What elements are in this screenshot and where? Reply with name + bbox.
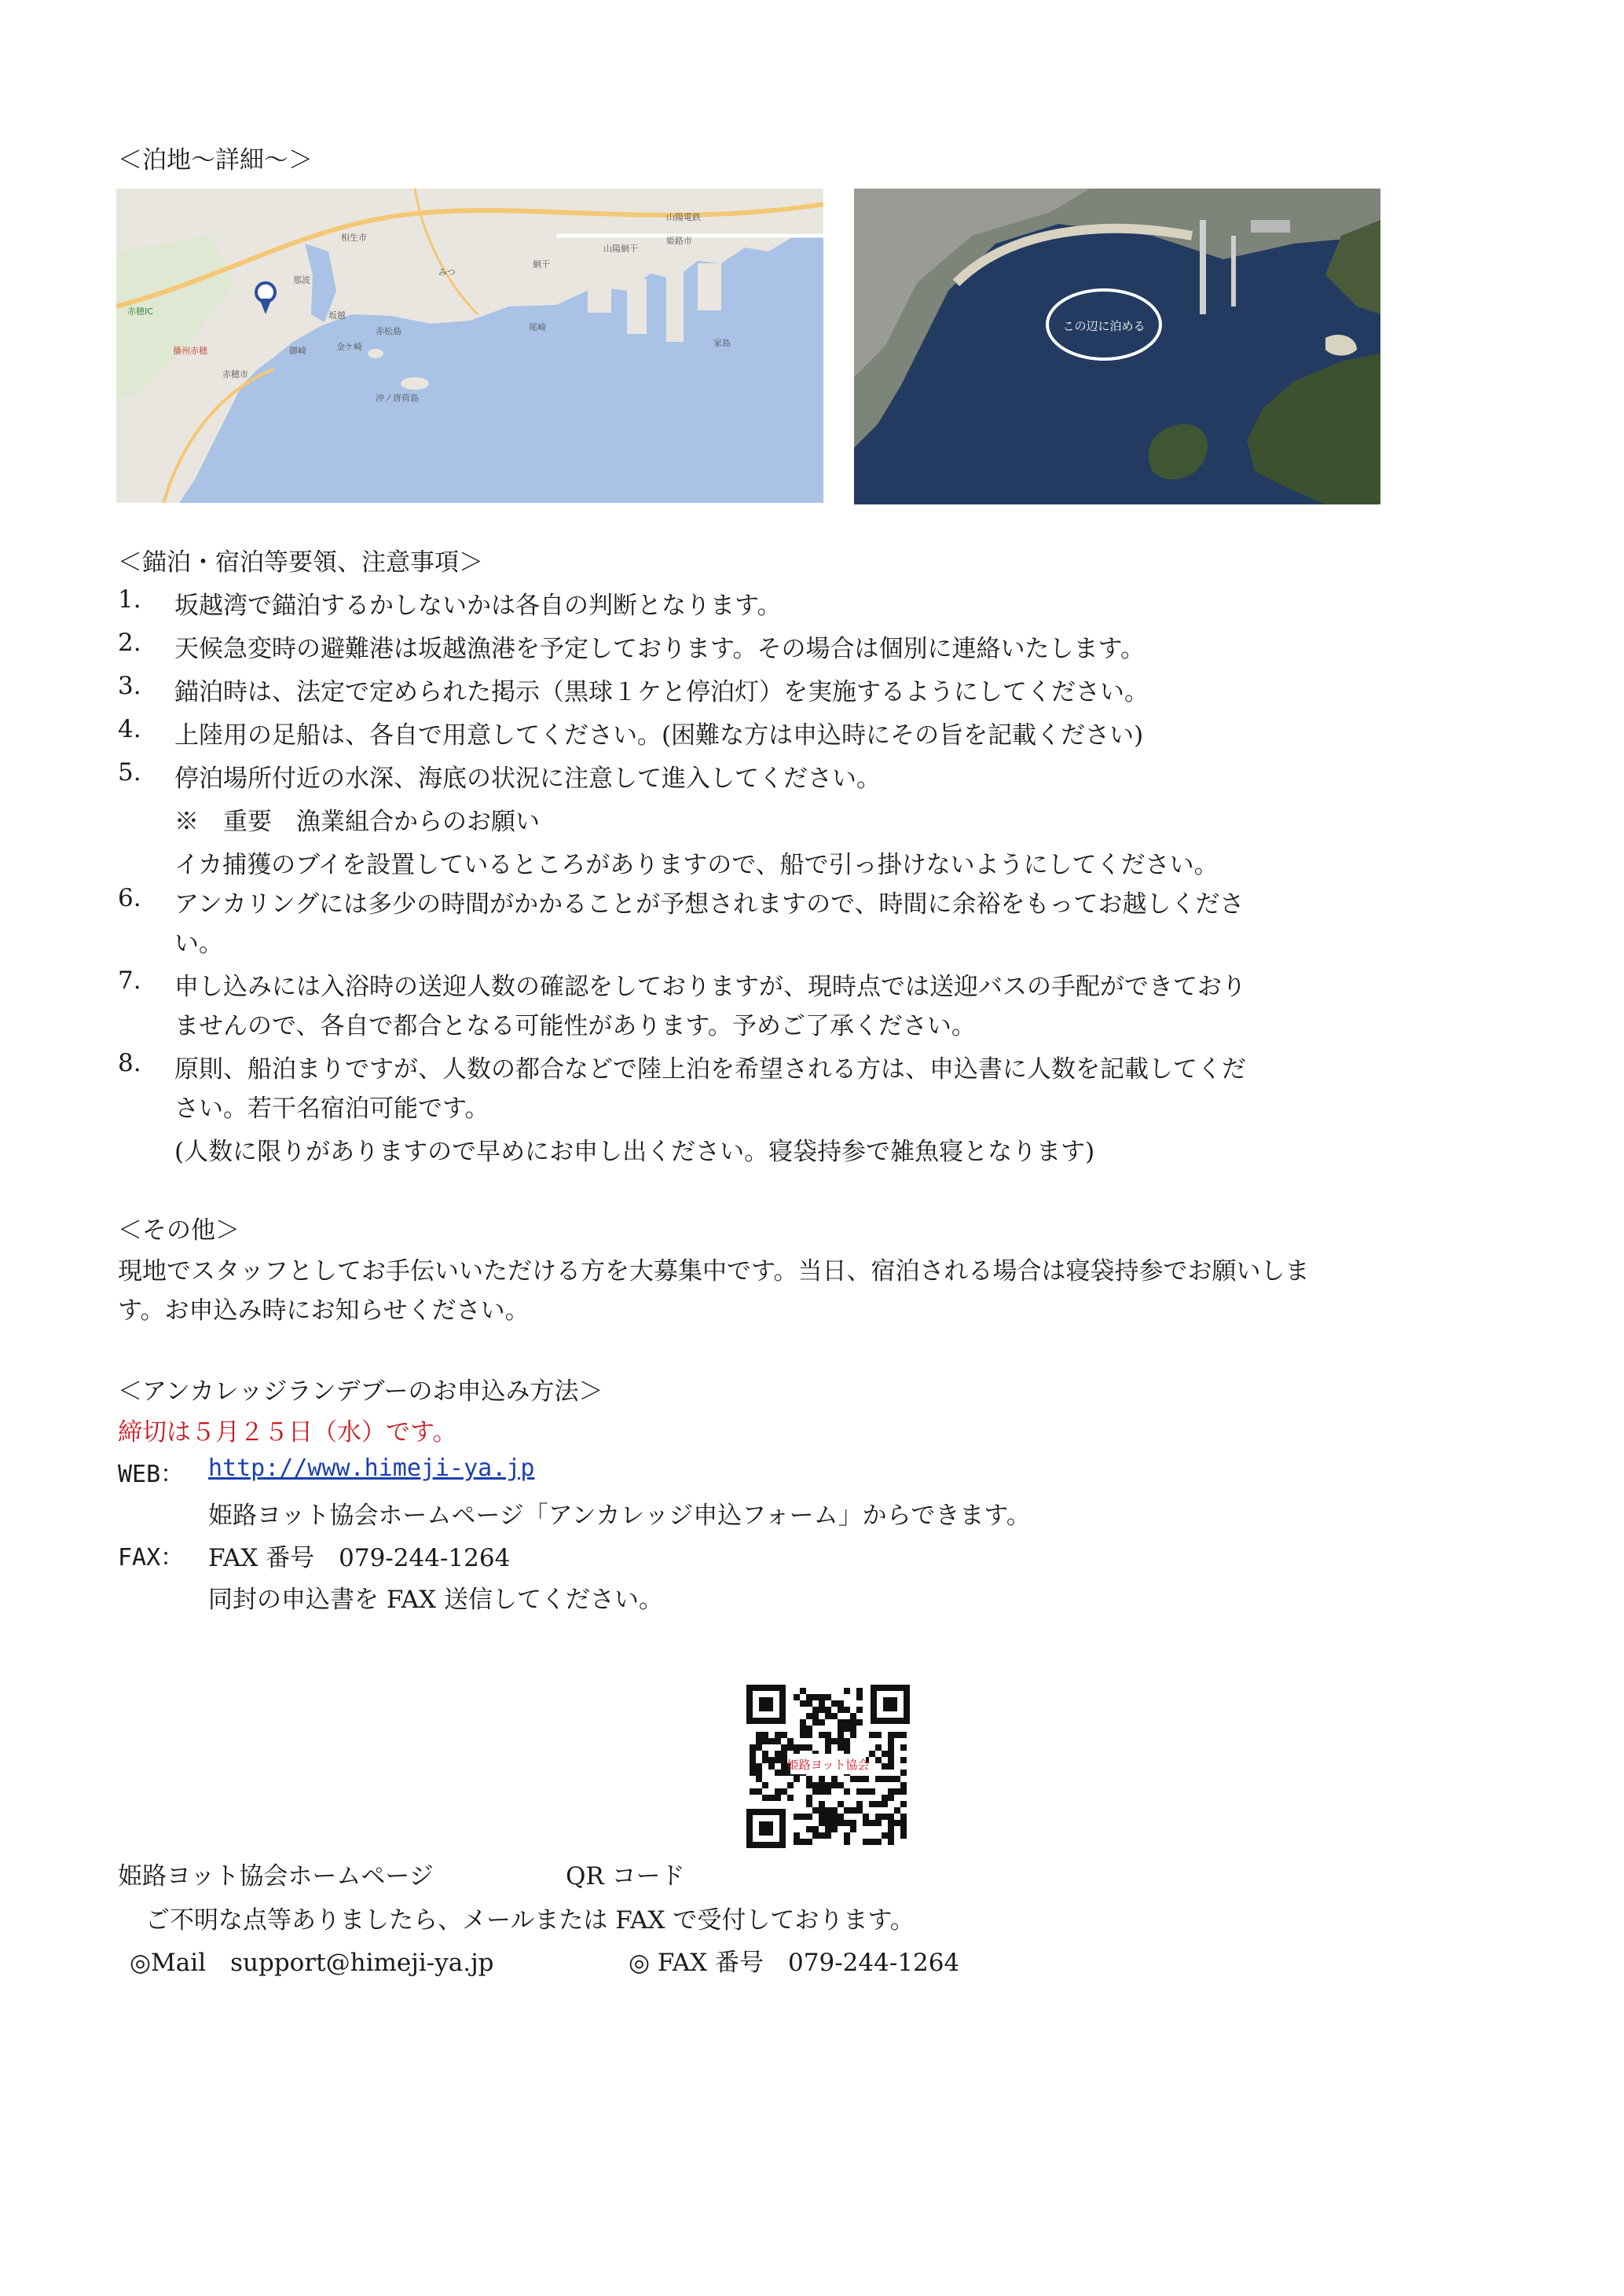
rule-note-text: イカ捕獲のブイを設置しているところがありますので、船で引っ掛けないようにしてください。	[174, 851, 1219, 879]
deadline-text: 締切は５月２５日（水）です。	[118, 1418, 457, 1447]
contact-mail: ◎Mail support@himeji-ya.jp	[130, 1949, 494, 1977]
fax-note: 同封の申込書を FAX 送信してください。	[208, 1586, 663, 1614]
rule-text-cont: さい。若干名宿泊可能です。	[174, 1095, 489, 1123]
contact-intro: ご不明な点等ありましたら、メールまたは FAX で受付しております。	[145, 1906, 915, 1935]
contact-fax: ◎ FAX 番号 079-244-1264	[629, 1949, 960, 1977]
map-label: 相生市	[341, 233, 367, 243]
map-label: 山陽網干	[603, 244, 638, 254]
map-label: 御崎	[289, 346, 306, 356]
map-label: 赤穂市	[222, 369, 248, 380]
other-text: す。お申込み時にお知らせください。	[118, 1297, 530, 1325]
map-label: 金ケ崎	[336, 342, 362, 352]
web-label: WEB：	[118, 1461, 185, 1488]
map-label: 沖ノ唐荷島	[376, 393, 419, 403]
rule-text: 天候急変時の避難港は坂越漁港を予定しております。その場合は個別に連絡いたします。	[174, 635, 1146, 663]
rule-number: 3.	[118, 672, 141, 700]
rule-text: アンカリングには多少の時間がかかることが予想されますので、時間に余裕をもってお越しくださ	[174, 890, 1245, 919]
map-label: 坂越	[328, 310, 346, 321]
rule-number: 8.	[118, 1049, 141, 1077]
map-label: 網干	[533, 259, 550, 270]
rule-text-cont: い。	[174, 930, 223, 958]
rule-text: 坂越湾で錨泊するかしないかは各自の判断となります。	[174, 592, 782, 620]
qr-code-graphic	[745, 1683, 911, 1850]
area-map	[116, 189, 823, 503]
anchor-spot-callout: この辺に泊める	[1062, 319, 1146, 333]
map-graphic	[116, 189, 823, 503]
map-label: 姫路市	[666, 236, 692, 246]
rule-number: 5.	[118, 758, 141, 787]
rule-number: 7.	[118, 966, 141, 995]
rules-heading: ＜錨泊・宿泊等要領、注意事項＞	[118, 548, 483, 577]
qr-code[interactable]	[745, 1683, 911, 1850]
rule-number: 6.	[118, 884, 141, 912]
map-label: 那波	[293, 275, 310, 285]
other-text: 現地でスタッフとしてお手伝いいただける方を大募集中です。当日、宿泊される場合は寝袋持参でお願いしま	[118, 1257, 1310, 1286]
website-link[interactable]: http://www.himeji-ya.jp	[208, 1454, 535, 1482]
anchorage-heading: ＜泊地〜詳細〜＞	[118, 146, 313, 174]
rule-text: 申し込みには入浴時の送迎人数の確認をしておりますが、現時点では送迎バスの手配ができており	[174, 973, 1246, 1001]
rule-text-cont: ませんので、各自で都合となる可能性があります。予めご了承ください。	[174, 1012, 976, 1040]
web-note: 姫路ヨット協会ホームページ「アンカレッジ申込フォーム」からできます。	[208, 1502, 1031, 1530]
fax-number: FAX 番号 079-244-1264	[208, 1544, 511, 1572]
qr-caption-right: QR コード	[566, 1862, 685, 1891]
rule-text: 錨泊時は、法定で定められた掲示（黒球１ケと停泊灯）を実施するようにしてください。	[174, 678, 1149, 706]
qr-caption: 姫路ヨット協会ホームページ	[118, 1862, 434, 1891]
map-label: 播州赤穂	[173, 346, 207, 356]
map-label: 赤松島	[376, 326, 401, 336]
aerial-graphic	[854, 189, 1380, 504]
map-label: 山陽電鉄	[666, 212, 701, 222]
map-label: 家島	[713, 338, 731, 348]
map-label: 赤穂IC	[127, 306, 153, 317]
map-label: みつ	[438, 267, 456, 277]
application-heading: ＜アンカレッジランデブーのお申込み方法＞	[118, 1377, 603, 1406]
rule-text: 停泊場所付近の水深、海底の状況に注意して進入してください。	[174, 765, 881, 793]
qr-center-label: 姫路ヨット協会	[786, 1758, 870, 1772]
rule-text: 上陸用の足船は、各自で用意してください。(困難な方は申込時にその旨を記載ください)	[174, 721, 1144, 750]
rule-number: 2.	[118, 629, 141, 657]
rule-number: 1.	[118, 585, 141, 614]
rule-note-important: ※ 重要 漁業組合からのお願い	[174, 808, 540, 836]
rule-text: 原則、船泊まりですが、人数の都合などで陸上泊を希望される方は、申込書に人数を記載してくだ	[174, 1055, 1246, 1084]
rule-text-cont: (人数に限りがありますので早めにお申し出ください。寝袋持参で雑魚寝となります)	[174, 1138, 1095, 1166]
rule-number: 4.	[118, 715, 141, 743]
other-heading: ＜その他＞	[118, 1216, 240, 1245]
fax-label: FAX：	[118, 1544, 185, 1572]
map-label: 尾崎	[529, 322, 546, 332]
aerial-photo	[854, 189, 1380, 504]
